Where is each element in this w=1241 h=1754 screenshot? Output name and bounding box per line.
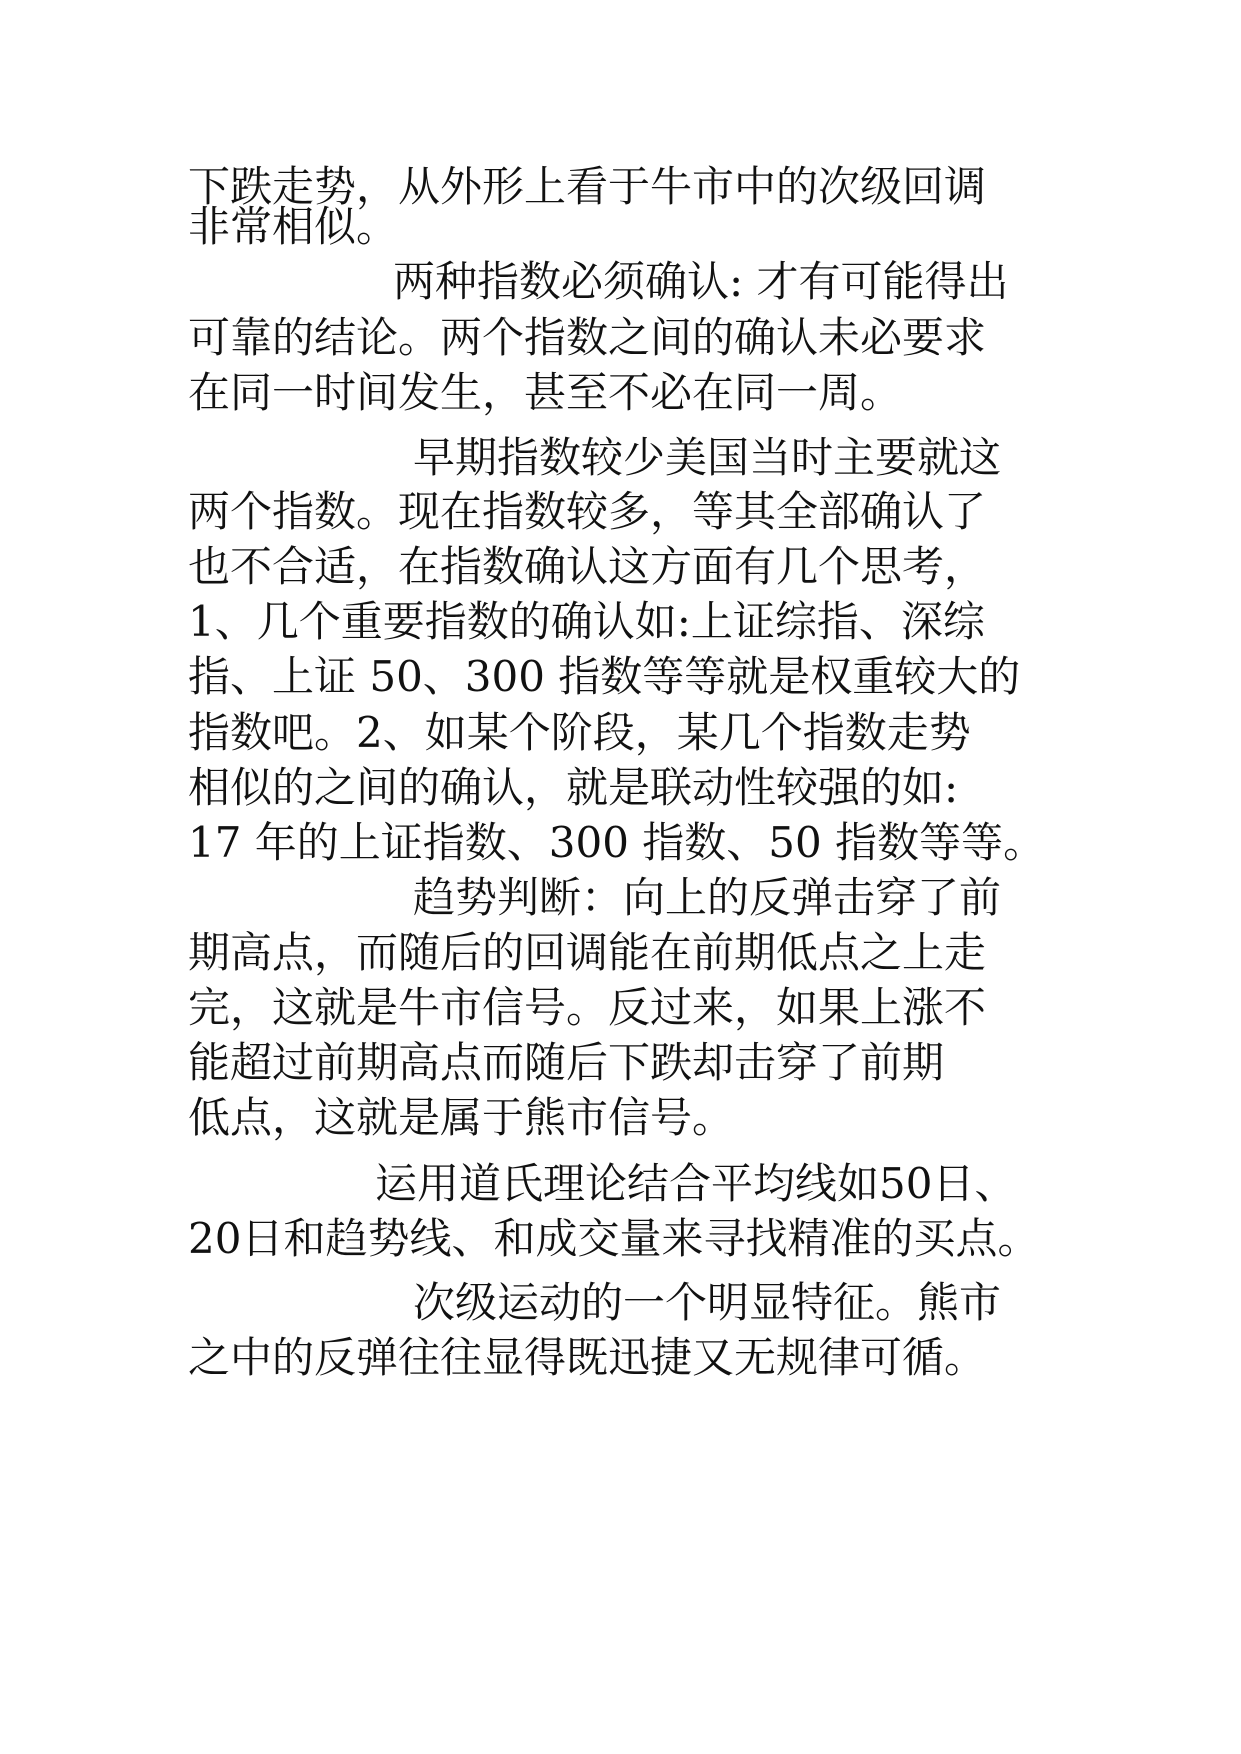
- text-line: 期高点，而随后的回调能在前期低点之上走: [188, 928, 987, 977]
- text-line: 指、上证 50、300 指数等等就是权重较大的: [188, 652, 1021, 701]
- text-line: 1、几个重要指数的确认如:上证综指、深综: [188, 597, 985, 646]
- text-line: 之中的反弹往往显得既迅捷又无规律可循。: [188, 1333, 987, 1382]
- text-line: 非常相似。: [188, 202, 399, 251]
- text-line: 能超过前期高点而随后下跌却击穿了前期: [188, 1038, 945, 1087]
- text-line: 17 年的上证指数、300 指数、50 指数等等。: [188, 818, 1046, 867]
- paragraph-first-line: 趋势判断：向上的反弹击穿了前: [413, 873, 1002, 922]
- paragraph-first-line: 两种指数必须确认: 才有可能得出: [393, 257, 1009, 306]
- text-line: 两个指数。现在指数较多，等其全部确认了: [188, 487, 987, 536]
- paragraph-first-line: 运用道氏理论结合平均线如50日、: [375, 1159, 1017, 1208]
- text-line: 下跌走势，从外形上看于牛市中的次级回调: [188, 162, 987, 211]
- text-line: 20日和趋势线、和成交量来寻找精准的买点。: [188, 1214, 1040, 1263]
- text-line: 可靠的结论。两个指数之间的确认未必要求: [188, 313, 987, 362]
- text-line: 相似的之间的确认，就是联动性较强的如:: [188, 763, 959, 812]
- paragraph-first-line: 早期指数较少美国当时主要就这: [413, 433, 1002, 482]
- text-line: 指数吧。2、如某个阶段，某几个指数走势: [188, 708, 971, 757]
- text-line: 在同一时间发生，甚至不必在同一周。: [188, 368, 903, 417]
- paragraph-first-line: 次级运动的一个明显特征。熊市: [413, 1278, 1002, 1327]
- text-line: 低点，这就是属于熊市信号。: [188, 1093, 735, 1142]
- text-line: 也不合适，在指数确认这方面有几个思考，: [188, 542, 987, 591]
- text-line: 完，这就是牛市信号。反过来，如果上涨不: [188, 983, 987, 1032]
